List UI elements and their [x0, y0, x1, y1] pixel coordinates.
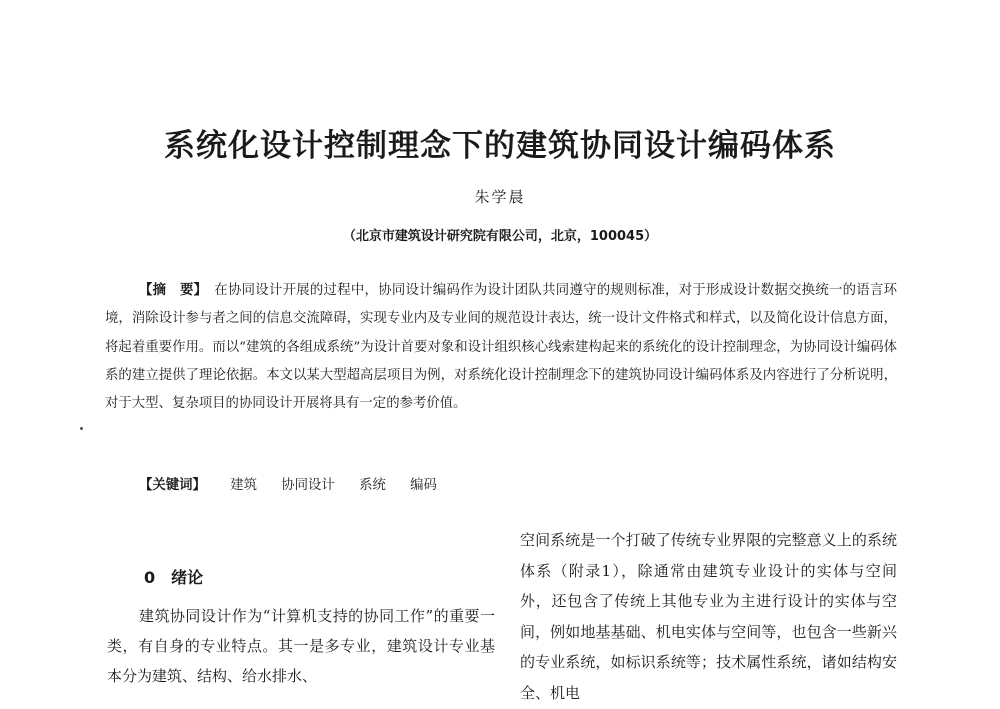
author-affiliation: （北京市建筑设计研究院有限公司，北京，100045）: [342, 229, 658, 244]
keywords: [139, 474, 437, 498]
scan-artifact-dot: [80, 427, 83, 430]
body-text-right-column: 空间系统是一个打破了传统专业界限的完整意义上的系统体系（附录1），除通常由建筑专业设计的实体与空间外，还包含了传统上其他专业为主进行设计的实体与空间，例如地基基础、机电实体与空间等，也包含一些新兴的专业系统，如标识系统等；技术属性系统，诸如结构安全、机电: [520, 531, 897, 702]
body-text-left-column: 建筑协同设计作为“计算机支持的协同工作”的重要一类，有自身的专业特点。其一是多专业，建筑设计专业基本分为建筑、结构、给水排水、: [107, 607, 495, 685]
keyword-item: 系统: [359, 478, 386, 493]
section-title: 绪论: [171, 568, 204, 587]
abstract-text: 在协同设计开展的过程中，协同设计编码作为设计团队共同遵守的规则标准，对于形成设计数据交换统一的语言环境，消除设计参与者之间的信息交流障碍，实现专业内及专业间的规范设计表达，统一设计文件格式和样式，以及简化设计信息方面，将起着重要作用。而以“建筑的各组成系统”为设计首要对象和设计组织核心线索建构起来的系统化的设计控制理念，为协同设计编码体系的建立提供了理论依据。本文以某大型超高层项目为例，对系统化设计控制理念下的建筑协同设计编码体系及内容进行了分析说明，对于大型、复杂项目的协同设计开展将具有一定的参考价值。: [105, 283, 898, 412]
section-heading: [144, 566, 203, 590]
keyword-item: 建筑: [230, 478, 257, 493]
author-name: 朱学晨: [474, 188, 526, 206]
keyword-item: 协同设计: [281, 478, 335, 493]
keywords-label: 【关键词】: [139, 478, 206, 493]
paper-title: 系统化设计控制理念下的建筑协同设计编码体系: [164, 128, 836, 164]
abstract-label: 【摘 要】: [139, 283, 201, 298]
keyword-item: 编码: [410, 478, 437, 493]
section-number: 0: [144, 568, 156, 587]
abstract: [105, 277, 897, 418]
